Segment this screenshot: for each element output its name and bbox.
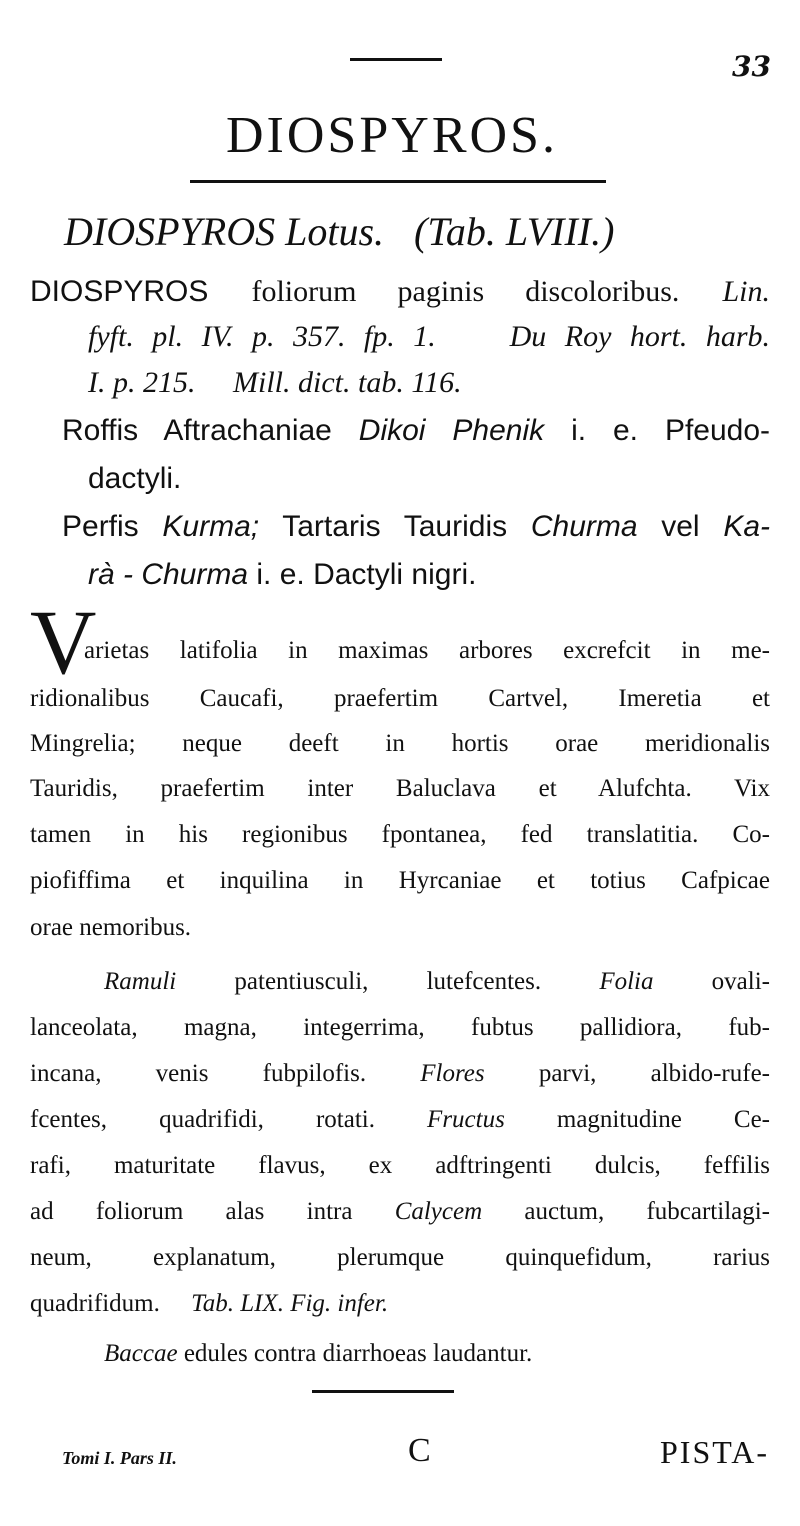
para1-line-7: orae nemoribus. <box>30 914 192 941</box>
para1-line-4: Tauridis, praefertim inter Baluclava et Alufchta. Vix <box>30 775 770 802</box>
para2-line-7: neum, explanatum, plerumque quinquefidum, rarius <box>30 1244 770 1271</box>
figure-reference: Tab. LIX. Fig. infer. <box>191 1290 389 1317</box>
title-double-rule <box>190 180 606 183</box>
vernacular-line-4: rà - Churma i. e. Dactyli nigri. <box>88 558 477 591</box>
para2-line-6: ad foliorum alas intra Calycem auctum, fubcartilagi- <box>30 1198 771 1225</box>
para2-line-5: rafi, maturitate flavus, ex adftringenti dulcis, feffilis <box>30 1152 770 1179</box>
para2-line-4: fcentes, quadrifidi, rotati. Fructus magnitudine Ce- <box>30 1106 771 1133</box>
synonymy-line-3: I. p. 215. Mill. dict. tab. 116. <box>88 366 462 399</box>
top-short-rule <box>350 58 442 61</box>
para2-line-1: Ramuli patentiusculi, lutefcentes. Folia ovali- <box>104 968 770 995</box>
para1-line-6: piofiffima et inquilina in Hyrcaniae et totius Cafpicae <box>30 867 770 894</box>
vernacular-line-2: dactyli. <box>88 462 182 495</box>
synonymy-line-1: DIOSPYROS foliorum paginis discoloribus. Lin. <box>30 275 770 308</box>
species-name: DIOSPYROS Lotus. <box>64 209 385 254</box>
species-tab: (Tab. LVIII.) <box>414 209 615 254</box>
vernacular-line-1: Roffis Aftrachaniae Dikoi Phenik i. e. Pfeudo- <box>62 414 771 447</box>
para2-line-3: incana, venis fubpilofis. Flores parvi, albido-rufe- <box>30 1060 770 1087</box>
end-rule <box>312 1390 454 1393</box>
page-title: DIOSPYROS. <box>226 107 558 164</box>
para1-line-2: ridionalibus Caucafi, praefertim Cartvel, Imeretia et <box>30 685 770 712</box>
species-heading <box>64 208 614 255</box>
drop-cap: V <box>30 591 97 693</box>
footer-catchword: PISTA- <box>660 1434 769 1470</box>
synonymy-line-2: fyft. pl. IV. p. 357. fp. 1. Du Roy hort. harb. <box>88 320 770 353</box>
page-number: 33 <box>732 50 771 83</box>
para1-line-1: arietas latifolia in maximas arbores excrefcit in me- <box>84 637 770 664</box>
genus-name: DIOSPYROS <box>30 275 209 308</box>
para2-line-2: lanceolata, magna, integerrima, fubtus pallidiora, fub- <box>30 1014 770 1041</box>
para1-line-3: Mingrelia; neque deeft in hortis orae meridionalis <box>30 730 770 757</box>
footer-signature: C <box>408 1432 431 1469</box>
para3-line-1: Baccae edules contra diarrhoeas laudantur. <box>104 1340 533 1367</box>
para1-line-5: tamen in his regionibus fpontanea, fed translatitia. Co- <box>30 821 770 848</box>
vernacular-line-3: Perfis Kurma; Tartaris Tauridis Churma vel Ka- <box>62 510 770 543</box>
footer-volume: Tomi I. Pars II. <box>62 1448 177 1468</box>
para2-line-8: quadrifidum. Tab. LIX. Fig. infer. <box>30 1290 389 1317</box>
